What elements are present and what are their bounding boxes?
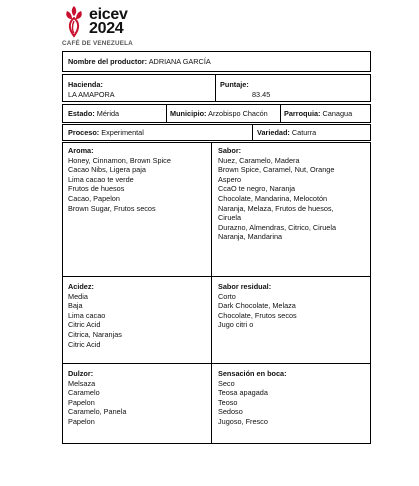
sabor-line: Ciruela	[218, 213, 242, 223]
estado-label: Estado:	[68, 109, 95, 118]
productor-field	[68, 57, 211, 67]
logo-event-name: eicev	[89, 6, 128, 23]
hacienda-field	[68, 80, 115, 99]
municipio-value: Arzobispo Chacón	[208, 109, 268, 118]
estado-field	[68, 109, 119, 119]
municipio-label: Municipio:	[170, 109, 207, 118]
variedad-field	[257, 128, 316, 138]
sabor-line: Naranja, Melaza, Frutos de huesos,	[218, 203, 334, 213]
dulzor-line: Papelon	[68, 416, 95, 426]
aroma-label: Aroma:	[68, 146, 94, 155]
sabor-residual-line: Jugo citri o	[218, 320, 254, 330]
acidez-line: Lima cacao	[68, 310, 106, 320]
atributos-row-divider-2	[62, 363, 371, 364]
sensacion-line: Teosa apagada	[218, 388, 268, 398]
productor-value: ADRIANA GARCÍA	[148, 57, 211, 66]
sabor-section	[218, 146, 336, 242]
aroma-line: Brown Sugar, Frutos secos	[68, 203, 156, 213]
sensacion-label: Sensación en boca:	[218, 369, 287, 378]
acidez-line: Baja	[68, 301, 83, 311]
hacienda-divider	[215, 74, 216, 102]
sabor-line: Nuez, Caramelo, Madera	[218, 155, 300, 165]
proceso-value: Experimental	[101, 128, 144, 137]
dulzor-line: Melsaza	[68, 378, 96, 388]
proceso-label: Proceso:	[68, 128, 100, 137]
acidez-line: Citric Acid	[68, 339, 101, 349]
sabor-line: Durazno, Almendras, Citrico, Ciruela	[218, 222, 337, 232]
coffee-plant-icon	[62, 4, 86, 38]
sabor-residual-line: Corto	[218, 291, 236, 301]
sabor-line: Brown Spice, Caramel, Nut, Orange	[218, 165, 335, 175]
dulzor-section	[68, 369, 126, 427]
parroquia-field	[284, 109, 352, 119]
dulzor-label: Dulzor:	[68, 369, 94, 378]
sabor-residual-line: Chocolate, Frutos secos	[218, 310, 297, 320]
ubicacion-divider-1	[166, 104, 167, 123]
sabor-line: Naranja, Mandarina	[218, 232, 283, 242]
sabor-residual-line: Dark Chocolate, Melaza	[218, 301, 296, 311]
sabor-line: CcaO te negro, Naranja	[218, 184, 296, 194]
atributos-divider	[211, 142, 212, 444]
sensacion-line: Sedoso	[218, 407, 243, 417]
sabor-line: Aspero	[218, 174, 242, 184]
acidez-line: Citric Acid	[68, 320, 101, 330]
sabor-residual-section	[218, 282, 297, 330]
puntaje-value: 83.45	[252, 89, 271, 99]
aroma-section	[68, 146, 171, 213]
sensacion-line: Jugoso, Fresco	[218, 416, 268, 426]
sensacion-section	[218, 369, 287, 427]
productor-label: Nombre del productor:	[68, 57, 148, 66]
hacienda-label: Hacienda:	[68, 80, 103, 89]
puntaje-field	[220, 80, 270, 99]
aroma-line: Cacao Nibs, Ligera paja	[68, 165, 146, 175]
sensacion-line: Teoso	[218, 397, 238, 407]
sabor-residual-label: Sabor residual:	[218, 282, 272, 291]
variedad-label: Variedad:	[257, 128, 290, 137]
aroma-line: Frutos de huesos	[68, 184, 125, 194]
ubicacion-divider-2	[280, 104, 281, 123]
acidez-label: Acidez:	[68, 282, 94, 291]
sabor-label: Sabor:	[218, 146, 242, 155]
hacienda-value: LA AMAPORA	[68, 89, 115, 99]
aroma-line: Honey, Cinnamon, Brown Spice	[68, 155, 171, 165]
eicev-logo	[62, 4, 152, 50]
estado-value: Mérida	[96, 109, 120, 118]
parroquia-label: Parroquia:	[284, 109, 321, 118]
sensacion-line: Seco	[218, 378, 235, 388]
dulzor-line: Papelon	[68, 397, 95, 407]
proceso-divider	[252, 124, 253, 141]
logo-subtitle: CAFÉ DE VENEZUELA	[62, 40, 133, 47]
dulzor-line: Caramelo	[68, 388, 100, 398]
acidez-section	[68, 282, 122, 349]
variedad-value: Caturra	[291, 128, 317, 137]
logo-year: 2024	[89, 20, 124, 37]
acidez-line: Media	[68, 291, 88, 301]
sabor-line: Chocolate, Mandarina, Melocotón	[218, 193, 328, 203]
municipio-field	[170, 109, 268, 119]
aroma-line: Cacao, Papelon	[68, 193, 120, 203]
aroma-line: Lima cacao te verde	[68, 174, 134, 184]
proceso-field	[68, 128, 144, 138]
parroquia-value: Canagua	[322, 109, 353, 118]
puntaje-label: Puntaje:	[220, 80, 249, 89]
dulzor-line: Caramelo, Panela	[68, 407, 127, 417]
atributos-row-divider-1	[62, 276, 371, 277]
acidez-line: Citrica, Naranjas	[68, 329, 122, 339]
